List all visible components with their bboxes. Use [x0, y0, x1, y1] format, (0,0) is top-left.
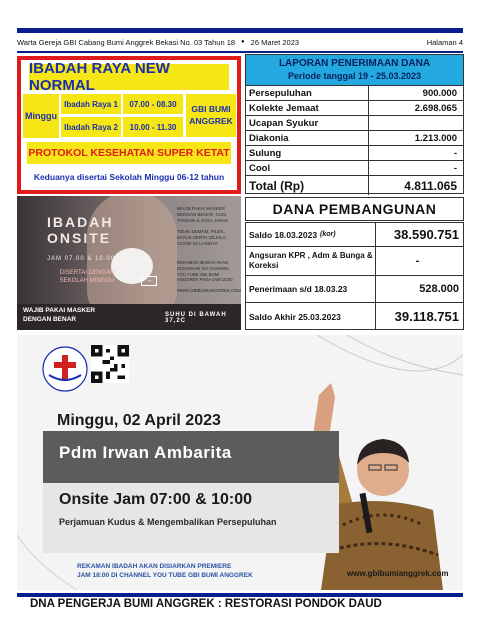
table-row	[246, 100, 463, 115]
table-row	[246, 223, 463, 247]
total-label: Total (Rp)	[246, 176, 369, 195]
ibadah-raya-2-time: 10.00 - 11.30	[123, 117, 183, 137]
income-report-period: Periode tanggal 19 - 25.03.2023	[287, 71, 422, 81]
table-row	[246, 145, 463, 160]
building-fund-table	[245, 222, 464, 330]
bottom-rule	[17, 593, 463, 597]
service-date: Minggu, 02 April 2023	[57, 412, 221, 429]
table-row	[246, 247, 463, 276]
church-name-badge: GBI BUMI ANGGREK	[186, 94, 236, 137]
sunday-school-note: Keduanya disertai Sekolah Minggu 06-12 tahun	[23, 166, 235, 188]
row-label: Sulung	[246, 146, 369, 160]
row-value: 2.698.065	[414, 102, 457, 114]
poster-rule-1: WAJIB PAKAI MASKER DENGAN BENAR, CUCI TANGAN & JAGA JARAK	[177, 206, 229, 224]
onsite-hours: Onsite Jam 07:00 & 10:00	[59, 491, 252, 508]
row-label: Saldo Akhir 25.03.2023	[246, 303, 376, 330]
table-row	[246, 276, 463, 303]
table-row	[246, 160, 463, 175]
onsite-poster-image	[17, 196, 241, 330]
preacher-banner	[43, 431, 339, 483]
row-value: 528.000	[419, 283, 459, 295]
header-bullet: ●	[241, 39, 245, 45]
header-title: Warta Gereja GBI Cabang Bumi Anggrek Bekasi No. 03 Tahun 18	[17, 37, 236, 47]
communion-note: Perjamuan Kudus & Mengembalikan Persepuluhan	[59, 517, 277, 527]
row-label: Penerimaan s/d 18.03.23	[246, 276, 376, 302]
poster-mask-note: WAJIB PAKAI MASKER DENGAN BENAR	[23, 307, 96, 323]
row-label: Cool	[246, 161, 369, 175]
row-value: 1.213.000	[414, 132, 457, 144]
row-value: 38.590.751	[393, 227, 459, 242]
preacher-name: Pdm Irwan Ambarita	[59, 443, 232, 462]
church-logo	[41, 345, 89, 393]
poster-rule-2: TIDAK DEMAM, PILEK, BATUK SERTA GEJALA COVID-19 LAINNYA	[177, 229, 226, 247]
row-label: Angsuran KPR , Adm & Bunga & Koreksi	[246, 247, 376, 275]
poster-temperature-note: SUHU DI BAWAH 37,2C	[165, 312, 227, 324]
row-value: -	[453, 147, 457, 159]
page-header	[17, 34, 463, 50]
sermon-promo-banner	[17, 335, 463, 590]
ibadah-title: IBADAH RAYA NEW NORMAL	[29, 64, 229, 90]
broadcast-line-2: JAM 18:00 DI CHANNEL YOU TUBE GBI BUMI ANGGREK	[77, 572, 253, 579]
income-report-table	[245, 54, 464, 194]
poster-sunday-school: DISERTAI DENGAN SEKOLAH MINGGU	[59, 270, 115, 284]
row-label: Diakonia	[246, 131, 369, 145]
poster-rules	[177, 206, 239, 247]
website-link[interactable]: www.gbibumianggrek.com	[347, 569, 449, 578]
ibadah-raya-2-label: Ibadah Raya 2	[61, 117, 121, 137]
poster-title-1: IBADAH	[47, 214, 114, 230]
poster-broadcast-text: REKAMAN IBADAH AKAN DISIARKAN VIA CHANNEL YOU TUBE GBI BUMI ANGGREK PADA JAM 18:00	[177, 260, 233, 283]
building-fund-title: DANA PEMBANGUNAN	[245, 197, 464, 221]
row-value: -	[453, 162, 457, 174]
footer-motto: DNA PENGERJA BUMI ANGGREK : RESTORASI PONDOK DAUD	[30, 598, 382, 610]
table-row	[246, 85, 463, 100]
row-label: Kolekte Jemaat	[246, 101, 369, 115]
ibadah-raya-1-time: 07.00 - 08.30	[123, 94, 183, 114]
ibadah-raya-1-label: Ibadah Raya 1	[61, 94, 121, 114]
poster-broadcast	[177, 260, 239, 294]
row-value	[369, 116, 463, 130]
row-value: -	[415, 255, 420, 267]
row-note: (kor)	[320, 231, 336, 238]
top-rule	[17, 28, 463, 33]
income-report-title: LAPORAN PENERIMAAN DANA	[278, 58, 431, 69]
table-row	[246, 115, 463, 130]
ibadah-schedule-box	[17, 56, 241, 194]
row-value: 900.000	[422, 87, 457, 99]
table-row	[246, 130, 463, 145]
poster-website: WWW.GBIBUMIANGGREK.COM	[177, 288, 241, 294]
row-value: 39.118.751	[394, 309, 459, 324]
table-row	[246, 303, 463, 330]
row-label: Persepuluhan	[246, 86, 369, 100]
qr-code	[91, 345, 129, 383]
poster-title-2: ONSITE	[47, 230, 112, 246]
poster-hours: JAM 07.00 & 10.00	[47, 256, 116, 262]
row-label: Saldo 18.03.2023	[249, 229, 318, 240]
page-number: Halaman 4	[426, 37, 463, 47]
arrow-right-icon: →	[141, 276, 157, 286]
row-label-wrap	[246, 223, 376, 246]
total-row	[246, 175, 463, 195]
onsite-info	[43, 483, 339, 553]
ibadah-day: Minggu	[23, 94, 59, 138]
protocol-banner: PROTOKOL KESEHATAN SUPER KETAT	[27, 142, 231, 164]
row-label: Ucapan Syukur	[246, 116, 369, 130]
total-value: 4.811.065	[404, 178, 457, 193]
broadcast-line-1: REKAMAN IBADAH AKAN DISIARKAN PREMIERE	[77, 563, 232, 570]
header-rule	[17, 51, 463, 53]
broadcast-note	[77, 562, 253, 580]
header-date: 26 Maret 2023	[250, 37, 300, 47]
income-report-header	[246, 55, 463, 85]
